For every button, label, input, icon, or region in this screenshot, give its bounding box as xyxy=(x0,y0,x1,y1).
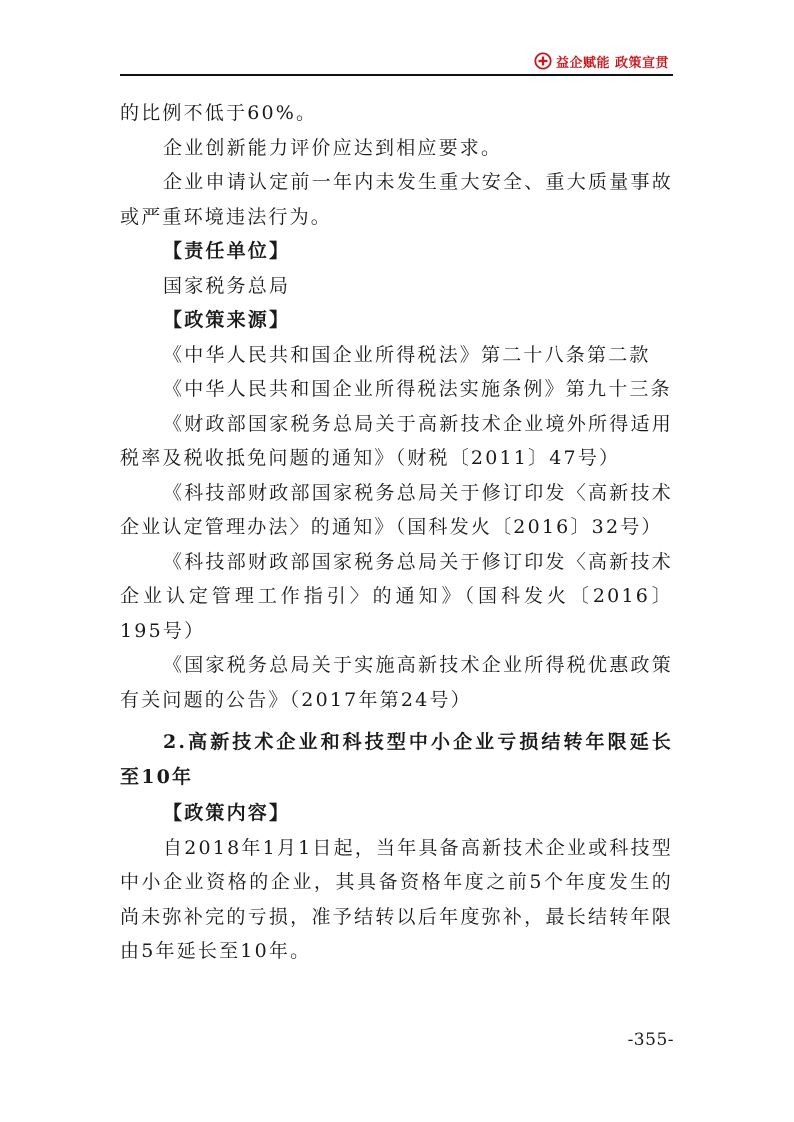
paragraph-safety: 企业申请认定前一年内未发生重大安全、重大质量事故或严重环境违法行为。 xyxy=(120,171,673,228)
source-item: 《中华人民共和国企业所得税法实施条例》第九十三条 xyxy=(163,378,672,400)
source-item: 《财政部国家税务总局关于高新技术企业境外所得适用税率及税收抵免问题的通知》（财税〔2011〕47号） xyxy=(120,412,673,469)
heading-policy-source: 【政策来源】 xyxy=(163,309,291,331)
heading-policy-content: 【政策内容】 xyxy=(163,802,291,824)
header-brand-text: 益企赋能 政策宣贯 xyxy=(556,55,670,71)
section-title: 2.高新技术企业和科技型中小企业亏损结转年限延长至10年 xyxy=(120,731,673,788)
heading-responsible-unit: 【责任单位】 xyxy=(163,240,291,262)
header-logo xyxy=(534,50,669,72)
policy-content: 自2018年1月1日起，当年具备高新技术企业或科技型中小企业资格的企业，其具备资格年度之前5个年度发生的尚未弥补完的亏损，准予结转以后年度弥补，最长结转年限由5年延长至10年。 xyxy=(120,836,673,962)
source-item: 《科技部财政部国家税务总局关于修订印发〈高新技术企业认定管理办法〉的通知》（国科发火〔2016〕32号） xyxy=(120,481,673,538)
source-item: 《中华人民共和国企业所得税法》第二十八条第二款 xyxy=(163,343,651,366)
source-item: 《科技部财政部国家税务总局关于修订印发〈高新技术企业认定管理工作指引〉的通知》（国科发火〔2016〕195号） xyxy=(120,550,673,642)
source-item: 《国家税务总局关于实施高新技术企业所得税优惠政策有关问题的公告》（2017年第24号） xyxy=(120,654,673,711)
responsible-unit: 国家税务总局 xyxy=(163,274,291,297)
document-body xyxy=(120,96,673,969)
page-number: -355- xyxy=(627,1030,674,1050)
paragraph-innovation: 企业创新能力评价应达到相应要求。 xyxy=(163,136,503,159)
paragraph-ratio: 的比例不低于60%。 xyxy=(120,102,318,124)
company-logo-icon xyxy=(534,52,552,70)
header-divider xyxy=(120,74,673,76)
